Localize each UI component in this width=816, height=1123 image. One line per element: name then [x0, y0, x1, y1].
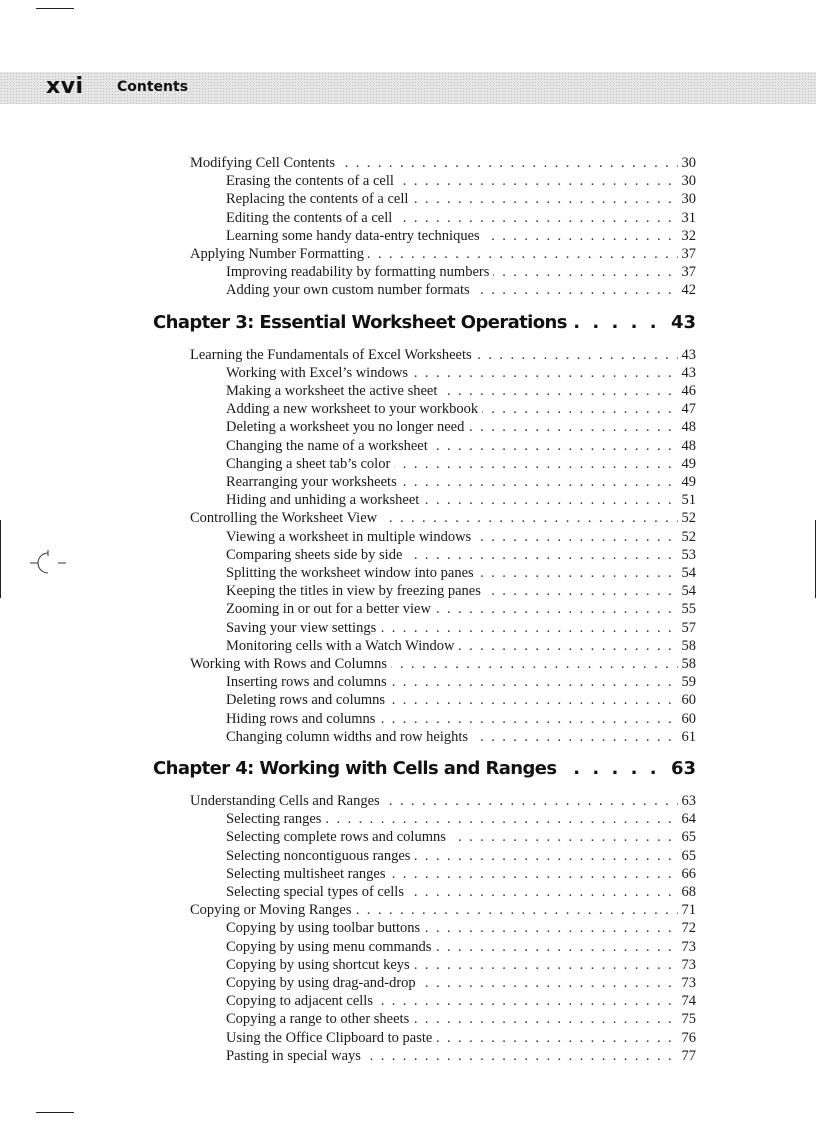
entry-page: 71: [678, 901, 697, 919]
entry-title: Erasing the contents of a cell: [226, 172, 398, 190]
entry-title: Deleting a worksheet you no longer need: [226, 418, 468, 436]
toc-section-entry: [190, 245, 696, 263]
toc-subsection-entry: [226, 1029, 696, 1047]
chapter-heading: [153, 310, 696, 336]
entry-page: 37: [678, 245, 697, 263]
entry-title: Modifying Cell Contents: [190, 154, 339, 172]
entry-title: Comparing sheets side by side: [226, 546, 406, 564]
entry-title: Making a worksheet the active sheet: [226, 382, 441, 400]
entry-title: Copying to adjacent cells: [226, 992, 377, 1010]
entry-title: Pasting in special ways: [226, 1047, 365, 1065]
entry-page: 47: [678, 400, 697, 418]
entry-title: Changing column widths and row heights: [226, 728, 472, 746]
entry-page: 55: [678, 600, 697, 618]
entry-title: Selecting special types of cells: [226, 883, 408, 901]
toc-section-entry: [190, 509, 696, 527]
entry-title: Controlling the Worksheet View: [190, 509, 381, 527]
entry-title: Rearranging your worksheets: [226, 473, 401, 491]
toc-section-entry: [190, 792, 696, 810]
toc-subsection-entry: [226, 865, 696, 883]
entry-title: Selecting multisheet ranges: [226, 865, 389, 883]
toc-subsection-entry: [226, 281, 696, 299]
entry-title: Improving readability by formatting numbers: [226, 263, 493, 281]
toc-subsection-entry: [226, 437, 696, 455]
chapter-title: Chapter 4: Working with Cells and Ranges: [153, 756, 563, 782]
entry-title: Working with Excel’s windows: [226, 364, 412, 382]
entry-page: 64: [678, 810, 697, 828]
entry-page: 49: [678, 473, 697, 491]
crop-mark-left-edge: [0, 520, 1, 598]
entry-page: 73: [678, 956, 697, 974]
entry-title: Adding your own custom number formats: [226, 281, 474, 299]
toc-section-entry: [190, 154, 696, 172]
entry-title: Splitting the worksheet window into panes: [226, 564, 478, 582]
entry-page: 52: [678, 528, 697, 546]
toc-subsection-entry: [226, 974, 696, 992]
toc-subsection-entry: [226, 847, 696, 865]
toc-subsection-entry: [226, 956, 696, 974]
entry-title: Copying by using drag-and-drop: [226, 974, 420, 992]
toc-subsection-entry: [226, 528, 696, 546]
entry-page: 31: [678, 209, 697, 227]
entry-title: Applying Number Formatting: [190, 245, 368, 263]
entry-page: 42: [678, 281, 697, 299]
entry-title: Selecting ranges: [226, 810, 325, 828]
toc-subsection-entry: [226, 564, 696, 582]
toc-subsection-entry: [226, 710, 696, 728]
entry-page: 65: [678, 828, 697, 846]
entry-page: 53: [678, 546, 697, 564]
entry-title: Adding a new worksheet to your workbook: [226, 400, 482, 418]
entry-title: Learning the Fundamentals of Excel Worksheets: [190, 346, 476, 364]
toc-subsection-entry: [226, 691, 696, 709]
entry-page: 59: [678, 673, 697, 691]
toc-section-entry: [190, 346, 696, 364]
entry-page: 77: [678, 1047, 697, 1065]
entry-page: 30: [678, 190, 697, 208]
toc-subsection-entry: [226, 673, 696, 691]
entry-page: 63: [678, 792, 697, 810]
entry-page: 68: [678, 883, 697, 901]
registration-mark-icon: [28, 548, 68, 578]
entry-page: 30: [678, 154, 697, 172]
entry-title: Working with Rows and Columns: [190, 655, 391, 673]
entry-title: Copying by using shortcut keys: [226, 956, 414, 974]
entry-page: 74: [678, 992, 697, 1010]
toc-subsection-entry: [226, 190, 696, 208]
entry-title: Hiding and unhiding a worksheet: [226, 491, 423, 509]
toc-subsection-entry: [226, 810, 696, 828]
running-head: Contents: [117, 79, 189, 95]
entry-page: 32: [678, 227, 697, 245]
toc-subsection-entry: [226, 227, 696, 245]
entry-page: 72: [678, 919, 697, 937]
toc-subsection-entry: [226, 473, 696, 491]
entry-page: 60: [678, 691, 697, 709]
toc-subsection-entry: [226, 992, 696, 1010]
toc-subsection-entry: [226, 400, 696, 418]
toc-subsection-entry: [226, 1047, 696, 1065]
toc-subsection-entry: [226, 382, 696, 400]
entry-page: 51: [678, 491, 697, 509]
entry-page: 61: [678, 728, 697, 746]
toc-subsection-entry: [226, 455, 696, 473]
entry-page: 54: [678, 564, 697, 582]
toc-section-entry: [190, 901, 696, 919]
entry-page: 73: [678, 974, 697, 992]
entry-title: Copying or Moving Ranges: [190, 901, 356, 919]
toc-subsection-entry: [226, 938, 696, 956]
entry-title: Selecting complete rows and columns: [226, 828, 450, 846]
entry-title: Keeping the titles in view by freezing panes: [226, 582, 485, 600]
entry-page: 48: [678, 418, 697, 436]
entry-title: Zooming in or out for a better view: [226, 600, 435, 618]
entry-title: Using the Office Clipboard to paste: [226, 1029, 436, 1047]
toc-subsection-entry: [226, 637, 696, 655]
toc-subsection-entry: [226, 728, 696, 746]
entry-page: 75: [678, 1010, 697, 1028]
entry-title: Viewing a worksheet in multiple windows: [226, 528, 475, 546]
entry-page: 48: [678, 437, 697, 455]
entry-title: Changing a sheet tab’s color: [226, 455, 394, 473]
toc-subsection-entry: [226, 172, 696, 190]
entry-page: 65: [678, 847, 697, 865]
toc-subsection-entry: [226, 209, 696, 227]
entry-title: Copying a range to other sheets: [226, 1010, 413, 1028]
entry-page: 46: [678, 382, 697, 400]
toc-subsection-entry: [226, 883, 696, 901]
toc-subsection-entry: [226, 546, 696, 564]
toc-subsection-entry: [226, 919, 696, 937]
chapter-page: 43: [665, 310, 696, 336]
entry-page: 73: [678, 938, 697, 956]
toc-subsection-entry: [226, 828, 696, 846]
toc-subsection-entry: [226, 418, 696, 436]
toc-subsection-entry: [226, 263, 696, 281]
entry-title: Understanding Cells and Ranges: [190, 792, 384, 810]
chapter-heading: [153, 756, 696, 782]
entry-page: 58: [678, 637, 697, 655]
entry-title: Hiding rows and columns: [226, 710, 379, 728]
crop-mark-bottom-left: [36, 1112, 74, 1113]
entry-title: Monitoring cells with a Watch Window: [226, 637, 458, 655]
toc-subsection-entry: [226, 1010, 696, 1028]
entry-page: 43: [678, 346, 697, 364]
entry-page: 37: [678, 263, 697, 281]
entry-title: Saving your view settings: [226, 619, 380, 637]
entry-title: Inserting rows and columns: [226, 673, 391, 691]
entry-title: Deleting rows and columns: [226, 691, 389, 709]
toc-subsection-entry: [226, 582, 696, 600]
chapter-page: 63: [665, 756, 696, 782]
toc-subsection-entry: [226, 600, 696, 618]
toc-subsection-entry: [226, 364, 696, 382]
entry-page: 58: [678, 655, 697, 673]
toc-subsection-entry: [226, 491, 696, 509]
entry-title: Editing the contents of a cell: [226, 209, 396, 227]
entry-page: 49: [678, 455, 697, 473]
entry-page: 30: [678, 172, 697, 190]
page-number: xvi: [46, 74, 84, 99]
crop-mark-top-left: [36, 8, 74, 9]
entry-title: Copying by using toolbar buttons: [226, 919, 424, 937]
toc-subsection-entry: [226, 619, 696, 637]
entry-page: 66: [678, 865, 697, 883]
entry-page: 52: [678, 509, 697, 527]
entry-page: 43: [678, 364, 697, 382]
entry-title: Learning some handy data-entry techniques: [226, 227, 484, 245]
entry-title: Changing the name of a worksheet: [226, 437, 432, 455]
toc-section-entry: [190, 655, 696, 673]
chapter-title: Chapter 3: Essential Worksheet Operations: [153, 310, 573, 336]
entry-title: Copying by using menu commands: [226, 938, 435, 956]
entry-page: 54: [678, 582, 697, 600]
entry-title: Replacing the contents of a cell: [226, 190, 412, 208]
entry-title: Selecting noncontiguous ranges: [226, 847, 414, 865]
entry-page: 57: [678, 619, 697, 637]
entry-page: 60: [678, 710, 697, 728]
entry-page: 76: [678, 1029, 697, 1047]
